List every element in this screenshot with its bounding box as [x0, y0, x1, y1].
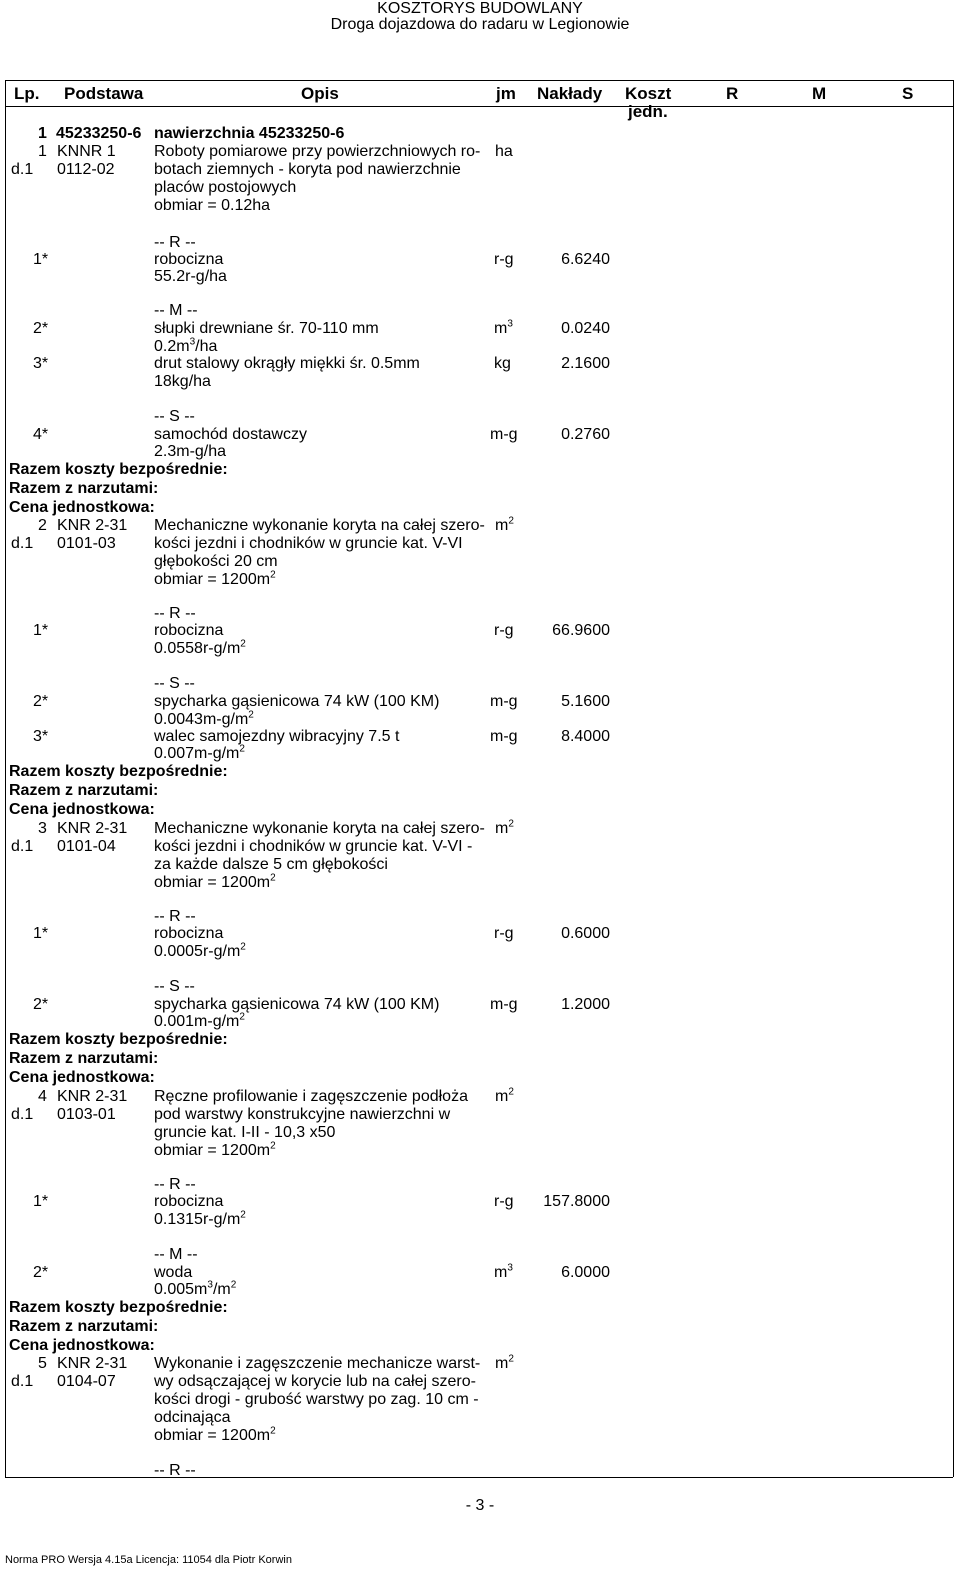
resource-unit: m-g — [490, 728, 518, 745]
position-desc-line: Ręczne profilowanie i zagęszczenie podłoża — [154, 1088, 468, 1105]
section-label-r: -- R -- — [154, 605, 196, 622]
unit-price: Cena jednostkowa: — [9, 499, 155, 516]
resource-no: 3* — [33, 355, 49, 372]
total-direct: Razem koszty bezpośrednie: — [9, 763, 228, 780]
position-basis: KNR 2-31 — [57, 517, 128, 534]
section-label-r: -- R -- — [154, 908, 196, 925]
resource-norm: $0.0558r-g/m^2$ — [154, 638, 246, 657]
software-license: Norma PRO Wersja 4.15a Licencja: 11054 dla Piotr Korwin — [5, 1554, 292, 1566]
position-basis-code: 0101-03 — [57, 535, 116, 552]
resource-qty: 0.6000 — [561, 925, 610, 942]
section-label-m: -- M -- — [154, 302, 198, 319]
resource-unit: kg — [494, 355, 511, 372]
position-lp: 1 — [38, 143, 47, 160]
position-desc-line: placów postojowych — [154, 179, 297, 196]
position-lp-sub: d.1 — [11, 161, 34, 178]
resource-qty: 2.1600 — [561, 355, 610, 372]
unit-price: Cena jednostkowa: — [9, 1069, 155, 1086]
section-label-s: -- S -- — [154, 408, 195, 425]
position-lp-sub: d.1 — [11, 1373, 34, 1390]
total-with-overheads: Razem z narzutami: — [9, 1318, 159, 1335]
position-lp: 2 — [38, 517, 47, 534]
resource-norm: 18kg/ha — [154, 373, 211, 390]
col-r: R — [726, 84, 739, 103]
section-label-s: -- S -- — [154, 675, 195, 692]
table-right-border — [953, 80, 954, 1477]
resource-name: robocizna — [154, 1193, 224, 1210]
resource-qty: 0.2760 — [561, 426, 610, 443]
resource-unit: r-g — [494, 1193, 514, 1210]
position-basis-code: 0112-02 — [57, 161, 115, 178]
resource-no: 1* — [33, 622, 49, 639]
col-lp: Lp. — [14, 84, 40, 103]
total-with-overheads: Razem z narzutami: — [9, 480, 159, 497]
resource-no: 1* — [33, 1193, 49, 1210]
resource-name: robocizna — [154, 925, 224, 942]
table-bottom-border — [5, 1477, 953, 1478]
position-desc-line: kości jezdni i chodników w gruncie kat. V-VI — [154, 535, 463, 552]
total-direct: Razem koszty bezpośrednie: — [9, 1299, 228, 1316]
resource-norm: $0.2m^3/ha$ — [154, 336, 218, 355]
position-lp: 5 — [38, 1355, 47, 1372]
resource-unit: $m^3$ — [494, 318, 513, 337]
position-desc-line: botach ziemnych - koryta pod nawierzchnie — [154, 161, 461, 178]
position-desc-line: pod warstwy konstrukcyjne nawierzchni w — [154, 1106, 451, 1123]
col-podstawa: Podstawa — [64, 84, 144, 103]
section-label-r: -- R -- — [154, 1176, 196, 1193]
resource-name: spycharka gąsienicowa 74 kW (100 KM) — [154, 996, 440, 1013]
position-basis: KNR 2-31 — [57, 1088, 128, 1105]
resource-name: robocizna — [154, 251, 224, 268]
total-direct: Razem koszty bezpośrednie: — [9, 461, 228, 478]
table-header-border — [5, 106, 953, 107]
unit-price: Cena jednostkowa: — [9, 1337, 155, 1354]
position-unit: $m^2$ — [495, 515, 514, 534]
resource-qty: 6.6240 — [561, 251, 610, 268]
resource-norm: 2.3m-g/ha — [154, 443, 227, 460]
resource-norm: $0.0005r-g/m^2$ — [154, 941, 246, 960]
position-lp-sub: d.1 — [11, 838, 34, 855]
resource-name: samochód dostawczy — [154, 426, 307, 443]
position-unit: $m^2$ — [495, 1086, 514, 1105]
position-desc-line: kości drogi - grubość warstwy po zag. 10 cm - — [154, 1391, 479, 1408]
position-unit: ha — [495, 143, 513, 160]
resource-norm: $0.007m-g/m^2$ — [154, 743, 245, 762]
resource-unit: r-g — [494, 251, 514, 268]
document-subtitle: Droga dojazdowa do radaru w Legionowie — [330, 16, 630, 33]
section-code: 45233250-6 — [56, 125, 142, 142]
section-lp: 1 — [38, 125, 47, 142]
col-opis: Opis — [301, 84, 339, 103]
page-number: - 3 - — [465, 1497, 495, 1514]
resource-no: 2* — [33, 996, 49, 1013]
position-desc-line: gruncie kat. I-II - 10,3 x50 — [154, 1124, 336, 1141]
resource-no: 2* — [33, 320, 49, 337]
resource-qty: 66.9600 — [552, 622, 610, 639]
section-label-r: -- R -- — [154, 1462, 196, 1479]
section-label-m: -- M -- — [154, 1246, 198, 1263]
position-desc-line: Mechaniczne wykonanie koryta na całej szero- — [154, 820, 485, 837]
resource-name: drut stalowy okrągły miękki śr. 0.5mm — [154, 355, 420, 372]
position-lp-sub: d.1 — [11, 535, 34, 552]
position-desc-line: odcinająca — [154, 1409, 231, 1426]
total-direct: Razem koszty bezpośrednie: — [9, 1031, 228, 1048]
resource-norm: $0.0043m-g/m^2$ — [154, 709, 254, 728]
resource-qty: 157.8000 — [543, 1193, 610, 1210]
resource-norm: 55.2r-g/ha — [154, 268, 227, 285]
resource-unit: m-g — [490, 996, 518, 1013]
position-desc-line: Mechaniczne wykonanie koryta na całej szero- — [154, 517, 485, 534]
position-lp: 3 — [38, 820, 47, 837]
resource-qty: 5.1600 — [561, 693, 610, 710]
resource-unit: r-g — [494, 622, 514, 639]
col-naklady: Nakłady — [537, 84, 603, 103]
resource-qty: 0.0240 — [561, 320, 610, 337]
table-left-border — [5, 80, 6, 1477]
resource-name: spycharka gąsienicowa 74 kW (100 KM) — [154, 693, 440, 710]
resource-qty: 8.4000 — [561, 728, 610, 745]
resource-norm: $0.001m-g/m^2$ — [154, 1011, 245, 1030]
resource-name: walec samojezdny wibracyjny 7.5 t — [154, 728, 400, 745]
resource-no: 2* — [33, 1264, 49, 1281]
section-label-r: -- R -- — [154, 234, 196, 251]
total-with-overheads: Razem z narzutami: — [9, 782, 159, 799]
col-koszt: Koszt — [625, 84, 672, 103]
resource-norm: $0.1315r-g/m^2$ — [154, 1209, 246, 1228]
position-basis-code: 0103-01 — [57, 1106, 116, 1123]
resource-unit: m-g — [490, 426, 518, 443]
position-desc-line: obmiar = $1200m^2$ — [154, 569, 276, 588]
resource-unit: m-g — [490, 693, 518, 710]
resource-no: 4* — [33, 426, 49, 443]
position-lp-sub: d.1 — [11, 1106, 34, 1123]
total-with-overheads: Razem z narzutami: — [9, 1050, 159, 1067]
resource-qty: 6.0000 — [561, 1264, 610, 1281]
position-basis: KNR 2-31 — [57, 820, 128, 837]
col-m: M — [812, 84, 827, 103]
position-desc-line: obmiar = $1200m^2$ — [154, 872, 276, 891]
position-desc-line: obmiar = $1200m^2$ — [154, 1140, 276, 1159]
position-desc-line: kości jezdni i chodników w gruncie kat. V-VI - — [154, 838, 473, 855]
position-desc-line: głębokości 20 cm — [154, 553, 278, 570]
unit-price: Cena jednostkowa: — [9, 801, 155, 818]
position-lp: 4 — [38, 1088, 47, 1105]
position-desc-line: Roboty pomiarowe przy powierzchniowych ro- — [154, 143, 481, 160]
resource-no: 1* — [33, 925, 49, 942]
resource-no: 2* — [33, 693, 49, 710]
position-basis-code: 0101-04 — [57, 838, 116, 855]
section-label-s: -- S -- — [154, 978, 195, 995]
resource-norm: $0.005m^3/m^2$ — [154, 1279, 237, 1298]
position-desc-line: Wykonanie i zagęszczenie mechanicze warst- — [154, 1355, 481, 1372]
position-unit: $m^2$ — [495, 1353, 514, 1372]
table-top-border — [5, 80, 953, 81]
resource-name: słupki drewniane śr. 70-110 mm — [154, 320, 379, 337]
position-basis: KNR 2-31 — [57, 1355, 128, 1372]
position-desc-line: za każde dalsze 5 cm głębokości — [154, 856, 388, 873]
col-koszt-jedn: jedn. — [628, 102, 668, 121]
col-jm: jm — [496, 84, 516, 103]
resource-name: woda — [154, 1264, 193, 1281]
section-name: nawierzchnia 45233250-6 — [154, 125, 345, 142]
position-basis-code: 0104-07 — [57, 1373, 116, 1390]
position-desc-line: wy odsączającej w korycie lub na całej szero- — [154, 1373, 476, 1390]
resource-name: robocizna — [154, 622, 224, 639]
document-title: KOSZTORYS BUDOWLANY — [377, 0, 583, 17]
position-unit: $m^2$ — [495, 818, 514, 837]
resource-no: 1* — [33, 251, 49, 268]
position-desc-line: obmiar = 0.12ha — [154, 197, 271, 214]
position-desc-line: obmiar = $1200m^2$ — [154, 1425, 276, 1444]
resource-no: 3* — [33, 728, 49, 745]
resource-unit: $m^3$ — [494, 1262, 513, 1281]
resource-unit: r-g — [494, 925, 514, 942]
position-basis: KNNR 1 — [57, 143, 116, 160]
col-s: S — [902, 84, 914, 103]
resource-qty: 1.2000 — [561, 996, 610, 1013]
